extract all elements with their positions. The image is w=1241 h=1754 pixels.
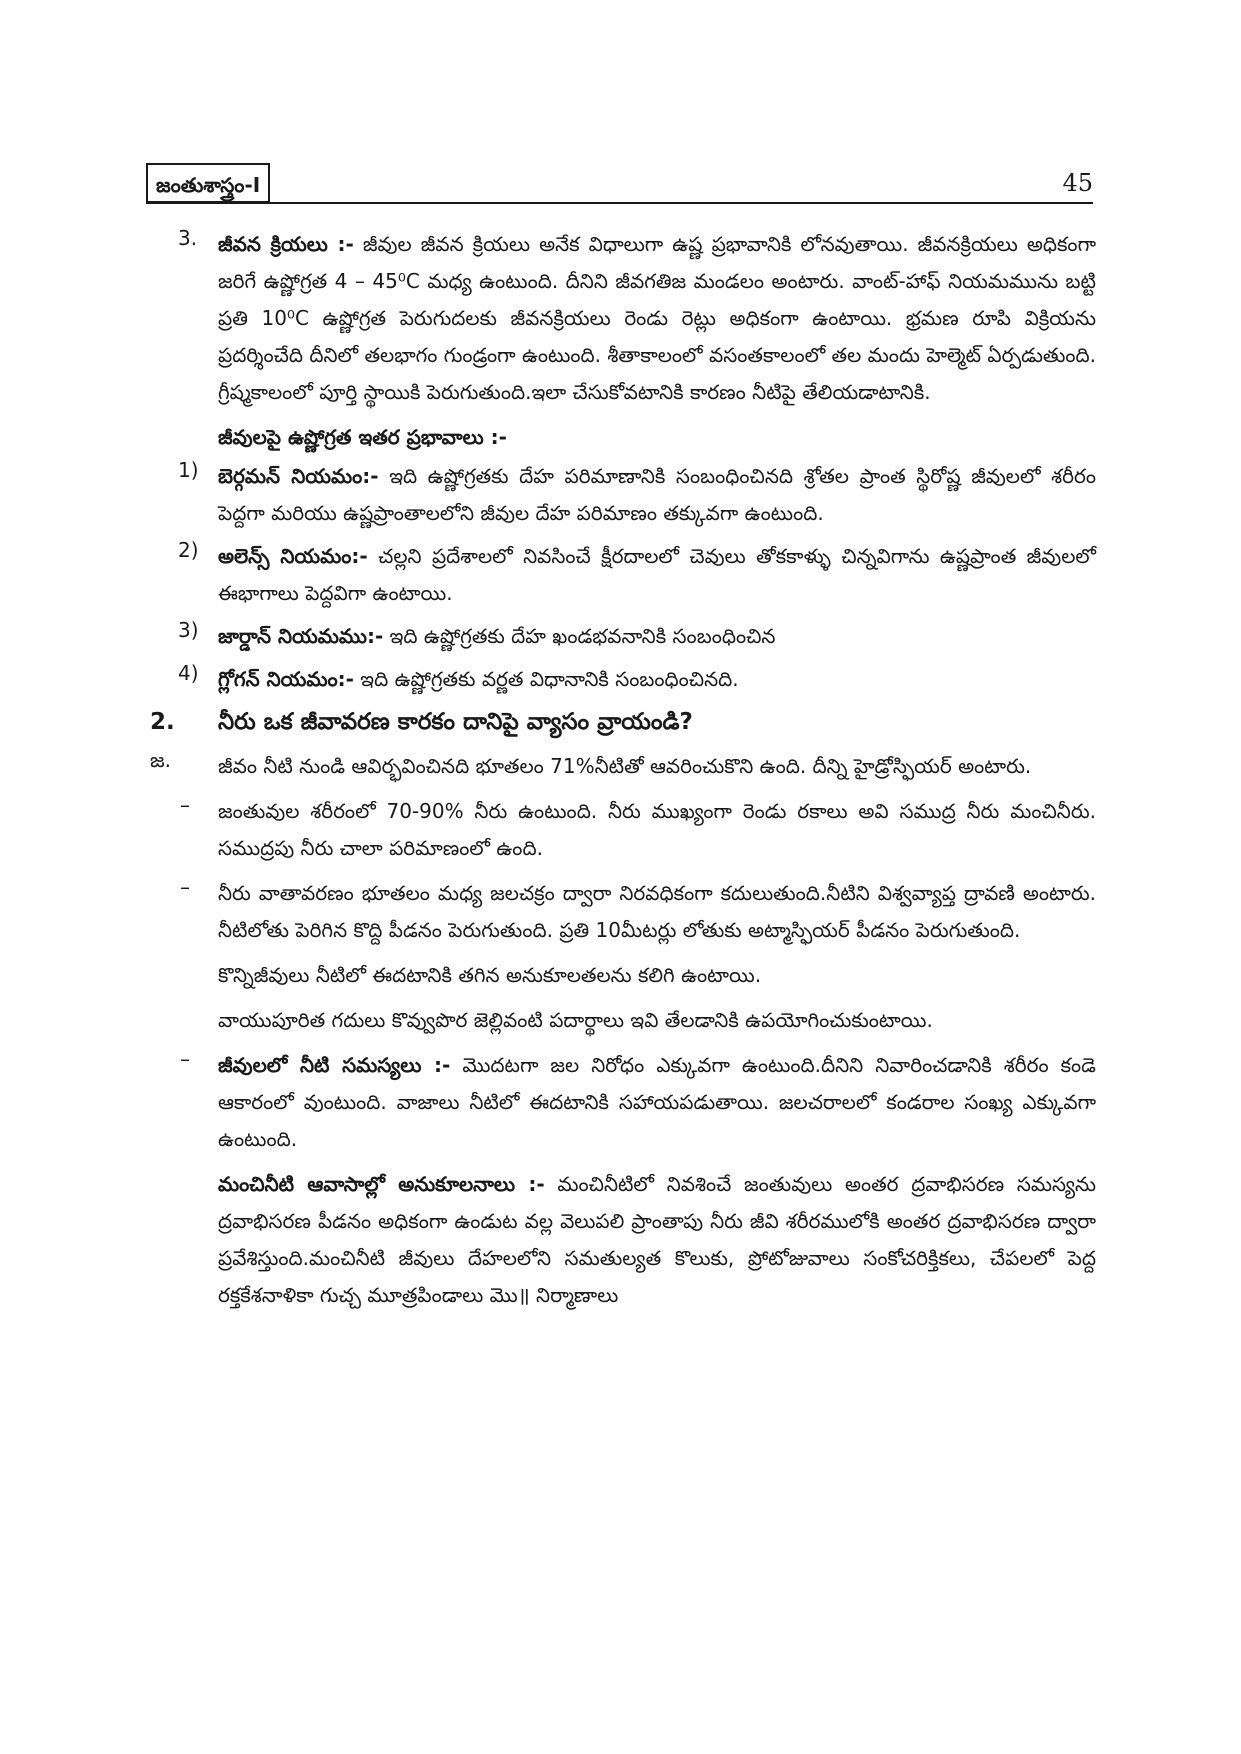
- dash-marker: –: [180, 793, 190, 817]
- paragraph-text: కొన్నిజీవులు నీటిలో ఈదటానికి తగిన అనుకూలతలను కలిగి ఉంటాయి.: [218, 963, 762, 987]
- list-item-bergmann-rule: [150, 458, 1096, 532]
- paragraph-text: జీవం నీటి నుండి ఆవిర్భవించినది భూతలం 71%నీటితో ఆవరించుకొని ఉంది. దీన్ని హైడ్రోస్ఫియర్ అంటారు.: [218, 754, 1032, 778]
- list-marker: 4): [178, 661, 199, 685]
- term-heading: బెర్గమన్ నియమం:-: [218, 464, 379, 488]
- list-item-gloger-rule: [150, 661, 1096, 698]
- subheading-other-effects: [150, 419, 1096, 456]
- list-marker: 3): [178, 618, 199, 642]
- term-heading: మంచినీటి ఆవాసాల్లో అనుకూలనాలు :-: [218, 1172, 545, 1196]
- body-text: చల్లని ప్రదేశాలలో నివసించే క్షీరదాలలో చెవులు తోకకాళ్ళు చిన్నవిగాను ఉష్ణప్రాంత జీవులలో ఈభాగాలు పెద్దవిగా ఉంటాయి.: [218, 544, 1096, 605]
- body-text: మొదటగా జల నిరోధం ఎక్కువగా ఉంటుంది.దీనిని నివారించడానికి శరీరం కండె ఆకారంలో వుంటుంది. వాజాలు నీటిలో ఈదటానికి సహాయపడుతాయి. జలచరాలలో కండరాల సంఖ్య ఎక్కువగా ఉంటుంది.: [218, 1053, 1096, 1151]
- dash-marker: –: [180, 875, 190, 899]
- list-marker: 2): [178, 538, 199, 562]
- page-body: [150, 226, 1096, 1314]
- body-text: మంచినీటిలో నివశించే జంతువులు అంతర ద్రవాభిసరణ సమస్యను ద్రవాభిసరణ పీడనం అధికంగా ఉండుట వల్ల వెలుపలి ప్రాంతాపు నీరు జీవి శరీరములోకి అంతర ద్రవాభిసరణ ద్వారా ప్రవేశిస్తుంది.మంచినీటి జీవులు దేహలలోని సమతుల్యత కొలుకు, ప్రోటోజువాలు సంకోచరిక్తికలు, చేపలలో పెద్ద రక్తకేశనాళికా గుచ్చ మూత్రపిండాలు మొ॥ నిర్మాణాలు: [218, 1172, 1096, 1307]
- paragraph-text: [218, 1047, 1096, 1158]
- list-marker: 1): [178, 458, 199, 482]
- paragraph-text: [218, 1166, 1096, 1314]
- answer-marker: జ.: [150, 748, 171, 772]
- term-heading: గ్లోగన్ నియమం:-: [218, 667, 354, 691]
- paragraph-freshwater-adaptations: [150, 1166, 1096, 1314]
- page-number: 45: [1062, 169, 1093, 197]
- dash-item-water-cycle: [150, 875, 1096, 949]
- term-heading: జీవులలో నీటి సమస్యలు :-: [218, 1053, 451, 1077]
- header-rule: [146, 202, 1093, 204]
- page-header-subject: జంతుశాస్త్రం-I: [146, 163, 270, 203]
- dash-item-body-water: [150, 793, 1096, 867]
- paragraph-floating-structures: [150, 1002, 1096, 1039]
- list-item-allen-rule: [150, 538, 1096, 612]
- body-text: జీవుల జీవన క్రియలు అనేక విధాలుగా ఉష్ణ ప్రభావానికి లోనవుతాయి. జీవనక్రియలు అధికంగా జరిగే ఉష్ణోగ్రత 4 – 45⁰C మధ్య ఉంటుంది. దీనిని జీవగతిజ మండలం అంటారు. వాంట్-హాఫ్ నియమమును బట్టి ప్రతి 10⁰C ఉష్ణోగ్రత పెరుగుదలకు జీవనక్రియలు రెండు రెట్లు అధికంగా ఉంటాయి. భ్రమణ రూపి విక్రియను ప్రదర్శించేది దీనిలో తలభాగం గుండ్రంగా ఉంటుంది. శీతాకాలంలో వసంతకాలంలో తల మందు హెల్మెట్ ఏర్పడుతుంది. గ్రీష్మకాలంలో పూర్తి స్థాయికి పెరుగుతుంది.ఇలా చేసుకోవటానికి కారణం నీటిపై తేలియడాటానికి.: [218, 232, 1096, 404]
- paragraph-swimming-adaptations: [150, 957, 1096, 994]
- paragraph-text: [218, 419, 1096, 456]
- answer-paragraph: [150, 748, 1096, 785]
- body-text: ఇది ఉష్ణోగ్రతకు దేహ ఖండభవనానికి సంబంధించిన: [383, 624, 776, 648]
- paragraph-text: [218, 458, 1096, 532]
- term-heading: జార్డాన్ నియమము:-: [218, 624, 384, 648]
- question-text: నీరు ఒక జీవావరణ కారకం దానిపై వ్యాసం వ్రాయండి?: [218, 709, 693, 735]
- question-number: 2.: [150, 709, 175, 735]
- paragraph-text: వాయుపూరిత గదులు కొవ్వుపొర జెల్లివంటి పదార్థాలు ఇవి తేలడానికి ఉపయోగించుకుంటాయి.: [218, 1008, 933, 1032]
- paragraph-text: [218, 538, 1096, 612]
- paragraph-life-processes: [150, 226, 1096, 411]
- term-heading: జీవన క్రియలు :-: [218, 232, 354, 256]
- body-text: ఇది ఉష్ణోగ్రతకు వర్ణత విధానానికి సంబంధించినది.: [353, 667, 739, 691]
- term-heading: అలెన్స్ నియమం:-: [218, 544, 368, 568]
- list-item-jordan-rule: [150, 618, 1096, 655]
- dash-marker: –: [180, 1047, 190, 1071]
- paragraph-text: జంతువుల శరీరంలో 70-90% నీరు ఉంటుంది. నీరు ముఖ్యంగా రెండు రకాలు అవి సముద్ర నీరు మంచినీరు. సముద్రపు నీరు చాలా పరిమాణంలో ఉంది.: [218, 799, 1096, 860]
- paragraph-text: [218, 661, 1096, 698]
- paragraph-text: [218, 618, 1096, 655]
- list-marker: 3.: [178, 226, 198, 250]
- paragraph-text: నీరు వాతావరణం భూతలం మధ్య జలచక్రం ద్వారా నిరవధికంగా కదులుతుంది.నీటిని విశ్వవ్యాప్త ద్రావణి అంటారు. నీటిలోతు పెరిగిన కొద్ది పీడనం పెరుగుతుంది. ప్రతి 10మీటర్లు లోతుకు అట్మాస్ఫియర్ పీడనం పెరుగుతుంది.: [218, 881, 1096, 942]
- question-heading: [150, 702, 1096, 742]
- body-text: ఇది ఉష్ణోగ్రతకు దేహ పరిమాణానికి సంబంధించినది శ్రోతల ప్రాంత స్థిరోష్ణ జీవులలో శరీరం పెద్దగా మరియు ఉష్ణప్రాంతాలలోని జీవుల దేహ పరిమాణం తక్కువగా ఉంటుంది.: [218, 464, 1096, 525]
- dash-item-water-problems: [150, 1047, 1096, 1158]
- paragraph-text: [218, 226, 1096, 411]
- subheading: జీవులపై ఉష్ణోగ్రత ఇతర ప్రభావాలు :-: [218, 425, 507, 449]
